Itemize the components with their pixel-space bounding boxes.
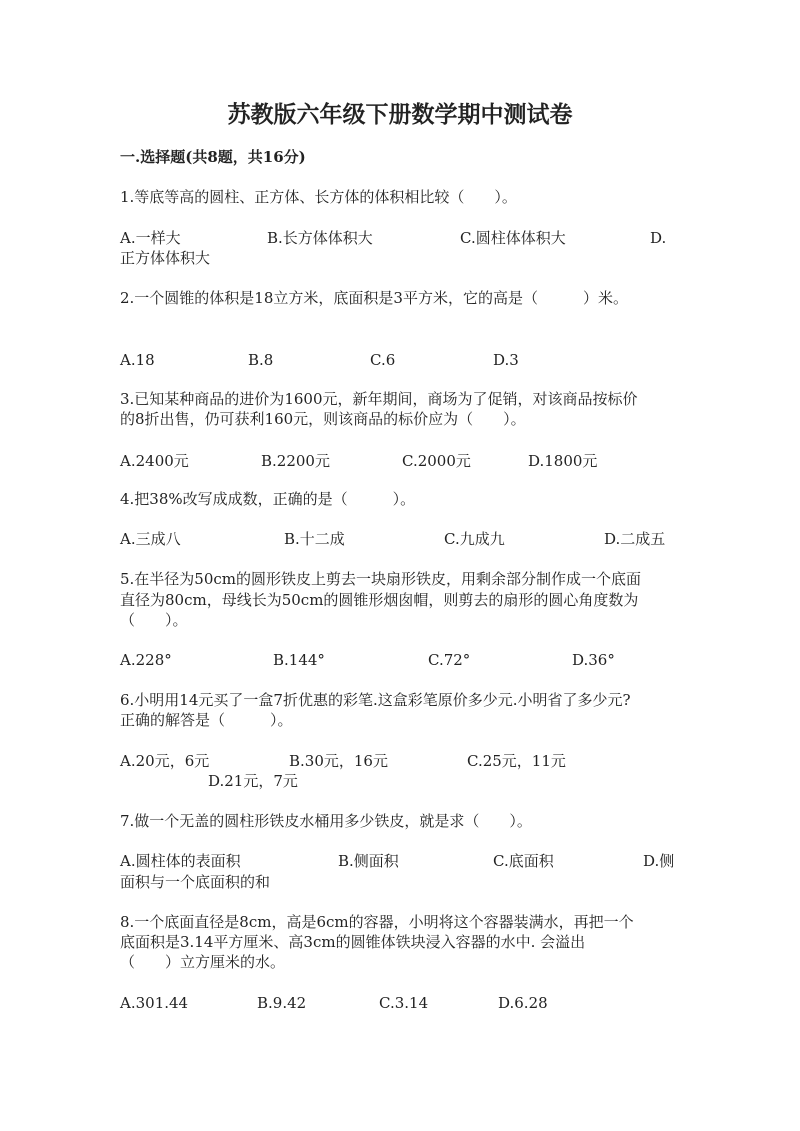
q4-option-a: A.三成八 <box>120 530 181 548</box>
question-3-stem-line-2: 的8折出售，仍可获利160元，则该商品的标价应为（ ）。 <box>120 410 526 428</box>
q3-option-d: D.1800元 <box>528 452 598 470</box>
q7-option-b: B.侧面积 <box>338 852 399 870</box>
question-6-stem-line-1: 6.小明用14元买了一盒7折优惠的彩笔.这盒彩笔原价多少元.小明省了多少元? <box>120 691 631 709</box>
q4-option-c: C.九成九 <box>444 530 505 548</box>
question-5-stem-line-1: 5.在半径为50cm的圆形铁皮上剪去一块扇形铁皮，用剩余部分制作成一个底面 <box>120 570 642 588</box>
q1-option-b: B.长方体体积大 <box>267 229 373 247</box>
question-1-stem: 1.等底等高的圆柱、正方体、长方体的体积相比较（ ）。 <box>120 188 517 206</box>
q5-option-c: C.72° <box>428 651 471 669</box>
q3-option-c: C.2000元 <box>402 452 471 470</box>
page-title: 苏教版六年级下册数学期中测试卷 <box>227 101 573 128</box>
q3-option-b: B.2200元 <box>261 452 330 470</box>
q7-option-a: A.圆柱体的表面积 <box>120 852 241 870</box>
q1-option-d-continued: 正方体体积大 <box>120 249 211 267</box>
q4-option-d: D.二成五 <box>604 530 666 548</box>
q6-option-c: C.25元，11元 <box>467 752 566 770</box>
q2-option-a: A.18 <box>120 351 155 369</box>
q6-option-a: A.20元，6元 <box>120 752 210 770</box>
q2-option-b: B.8 <box>248 351 274 369</box>
q5-option-a: A.228° <box>120 651 172 669</box>
q7-option-d-continued: 面积与一个底面积的和 <box>120 873 271 891</box>
question-8-stem-line-3: （ ）立方厘米的水。 <box>120 953 286 971</box>
q5-option-d: D.36° <box>572 651 615 669</box>
question-7-stem: 7.做一个无盖的圆柱形铁皮水桶用多少铁皮，就是求（ ）。 <box>120 812 532 830</box>
q8-option-c: C.3.14 <box>379 994 429 1012</box>
q6-option-d: D.21元，7元 <box>208 772 298 790</box>
q1-option-d: D. <box>650 229 667 247</box>
question-6-stem-line-2: 正确的解答是（ ）。 <box>120 711 293 729</box>
q6-option-b: B.30元，16元 <box>289 752 388 770</box>
q3-option-a: A.2400元 <box>120 452 189 470</box>
question-4-stem: 4.把38%改写成成数，正确的是（ ）。 <box>120 490 416 508</box>
q8-option-a: A.301.44 <box>120 994 189 1012</box>
q8-option-d: D.6.28 <box>498 994 548 1012</box>
question-5-stem-line-2: 直径为80cm，母线长为50cm的圆锥形烟囱帽，则剪去的扇形的圆心角度数为 <box>120 591 639 609</box>
q1-option-a: A.一样大 <box>120 229 181 247</box>
q7-option-d: D.侧 <box>643 852 675 870</box>
section-heading: 一.选择题(共8题，共16分) <box>120 148 306 166</box>
q5-option-b: B.144° <box>273 651 325 669</box>
question-8-stem-line-1: 8.一个底面直径是8cm，高是6cm的容器，小明将这个容器装满水，再把一个 <box>120 913 634 931</box>
q2-option-d: D.3 <box>493 351 519 369</box>
q8-option-b: B.9.42 <box>257 994 307 1012</box>
q2-option-c: C.6 <box>370 351 396 369</box>
question-8-stem-line-2: 底面积是3.14平方厘米、高3cm的圆锥体铁块浸入容器的水中. 会溢出 <box>120 933 586 951</box>
q1-option-c: C.圆柱体体积大 <box>460 229 566 247</box>
question-3-stem-line-1: 3.已知某种商品的进价为1600元，新年期间，商场为了促销，对该商品按标价 <box>120 390 638 408</box>
question-5-stem-line-3: （ ）。 <box>120 611 188 629</box>
q4-option-b: B.十二成 <box>284 530 345 548</box>
q7-option-c: C.底面积 <box>493 852 554 870</box>
question-2-stem: 2.一个圆锥的体积是18立方米，底面积是3平方米，它的高是（ ）米。 <box>120 289 628 307</box>
